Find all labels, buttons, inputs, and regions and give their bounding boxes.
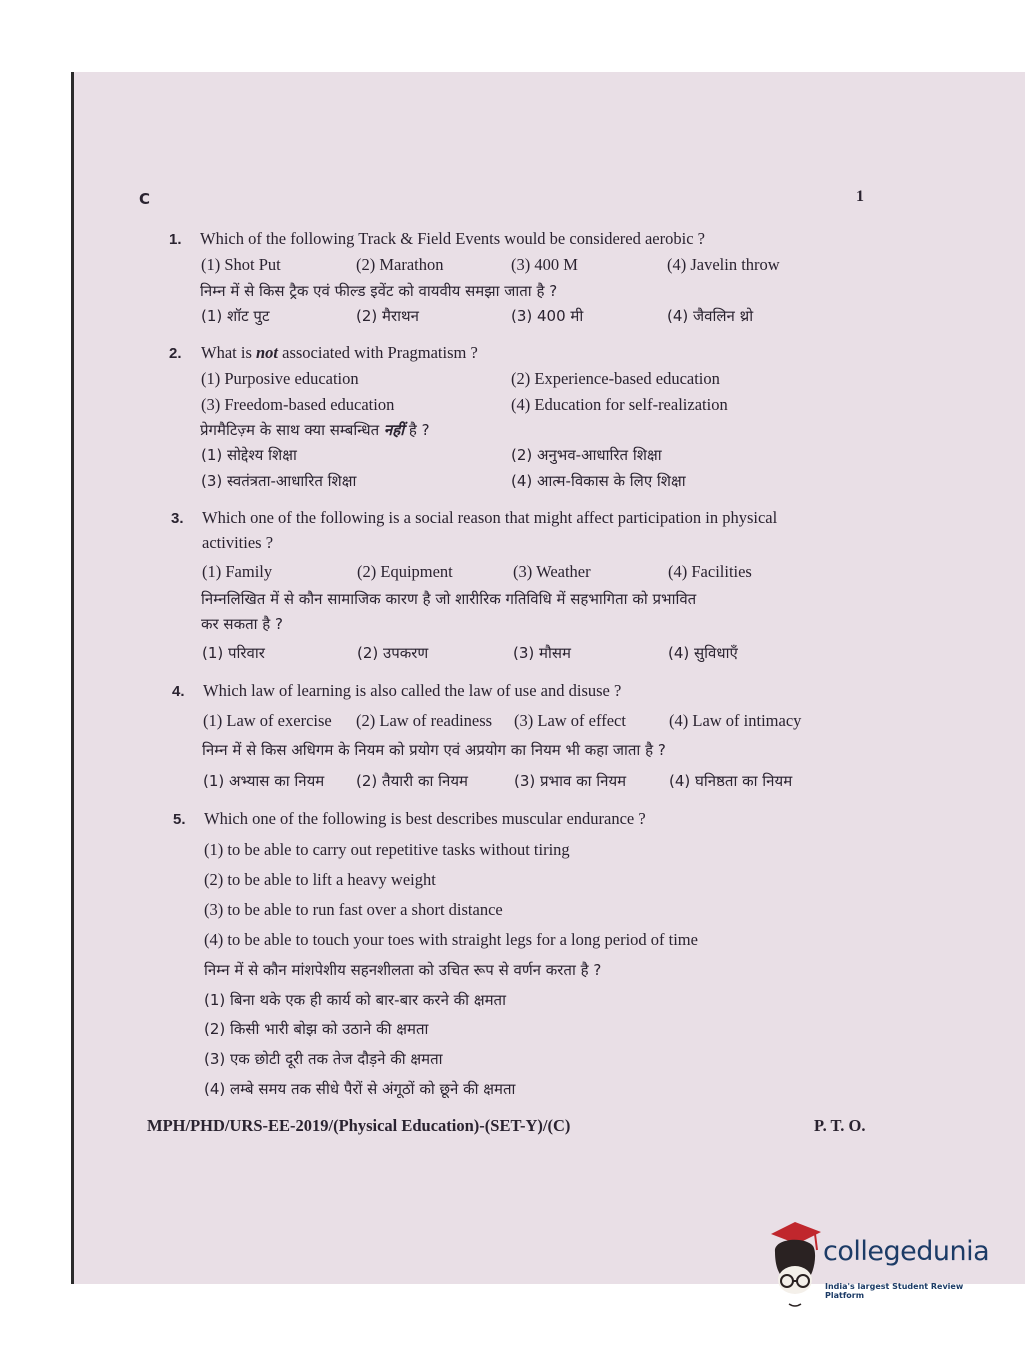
option-hi: (1) अभ्यास का नियम — [203, 772, 325, 790]
option-hi: (3) मौसम — [513, 644, 571, 662]
pto-label: P. T. O. — [814, 1116, 866, 1135]
question-text-en: Which law of learning is also called the law of use and disuse ? — [203, 681, 622, 700]
question-text-en: Which of the following Track & Field Events would be considered aerobic ? — [200, 229, 705, 248]
question-text-hi: निम्न में से किस ट्रैक एवं फील्ड इवेंट को वायवीय समझा जाता है ? — [200, 282, 558, 300]
option-hi: (1) परिवार — [202, 644, 265, 662]
option-en: (2) Marathon — [356, 255, 444, 274]
option-hi: (4) आत्म-विकास के लिए शिक्षा — [511, 472, 686, 490]
question-number: 3. — [171, 510, 184, 527]
question-text-hi: निम्नलिखित में से कौन सामाजिक कारण है जो शारीरिक गतिविधि में सहभागिता को प्रभावित — [201, 590, 697, 608]
option-hi: (1) शॉट पुट — [201, 307, 270, 325]
option-en: (4) Law of intimacy — [669, 711, 802, 730]
option-hi: (4) सुविधाएँ — [668, 644, 738, 662]
exam-page — [74, 72, 1025, 1284]
option-hi: (3) एक छोटी दूरी तक तेज दौड़ने की क्षमता — [204, 1050, 443, 1068]
option-hi: (1) सोद्देश्य शिक्षा — [201, 446, 297, 464]
page-number: 1 — [856, 188, 864, 205]
question-text-en: What is not associated with Pragmatism ? — [201, 343, 478, 362]
student-mascot-icon — [765, 1218, 827, 1313]
option-hi: (2) मैराथन — [356, 307, 419, 325]
question-text-hi: प्रेगमैटिज़्म के साथ क्या सम्बन्धित नहीं है ? — [200, 421, 430, 439]
paper-code: MPH/PHD/URS-EE-2019/(Physical Education)-(SET-Y)/(C) — [147, 1116, 571, 1135]
option-en: (4) to be able to touch your toes with straight legs for a long period of time — [204, 930, 698, 949]
option-hi: (2) उपकरण — [357, 644, 429, 662]
question-text-en: Which one of the following is best describes muscular endurance ? — [204, 809, 646, 828]
question-number: 1. — [169, 231, 182, 248]
set-code: C — [139, 190, 151, 208]
option-en: (1) Family — [202, 562, 273, 581]
option-en: (1) to be able to carry out repetitive tasks without tiring — [204, 840, 570, 859]
option-hi: (2) किसी भारी बोझ को उठाने की क्षमता — [204, 1020, 429, 1038]
option-en: (3) Law of effect — [514, 711, 626, 730]
option-hi: (3) 400 मी — [511, 307, 584, 325]
option-en: (2) Law of readiness — [356, 711, 493, 730]
option-hi: (3) स्वतंत्रता-आधारित शिक्षा — [201, 472, 357, 490]
option-en: (4) Facilities — [668, 562, 752, 581]
question-text-hi: निम्न में से किस अधिगम के नियम को प्रयोग एवं अप्रयोग का नियम भी कहा जाता है ? — [202, 741, 666, 759]
option-en: (4) Education for self-realization — [511, 395, 728, 414]
option-en: (2) to be able to lift a heavy weight — [204, 870, 436, 889]
question-number: 5. — [173, 811, 186, 828]
question-text-en-cont: activities ? — [202, 533, 274, 552]
option-en: (3) 400 M — [511, 255, 578, 274]
question-text-en: Which one of the following is a social reason that might affect participation in physical — [202, 508, 778, 527]
question-number: 4. — [172, 683, 185, 700]
brand-name: collegedunia — [823, 1236, 990, 1267]
option-en: (2) Equipment — [357, 562, 453, 581]
option-en: (3) Weather — [513, 562, 591, 581]
question-text-hi: निम्न में से कौन मांशपेशीय सहनशीलता को उचित रूप से वर्णन करता है ? — [204, 961, 602, 979]
option-hi: (2) तैयारी का नियम — [356, 772, 468, 790]
option-en: (3) to be able to run fast over a short distance — [204, 900, 503, 919]
question-text-hi-cont: कर सकता है ? — [201, 615, 283, 633]
question-number: 2. — [169, 345, 182, 362]
brand-tagline: India's largest Student Review Platform — [825, 1282, 964, 1300]
option-en: (1) Purposive education — [201, 369, 359, 388]
option-en: (3) Freedom-based education — [201, 395, 395, 414]
option-en: (4) Javelin throw — [667, 255, 780, 274]
option-hi: (4) घनिष्ठता का नियम — [669, 772, 793, 790]
option-hi: (3) प्रभाव का नियम — [514, 772, 627, 790]
collegedunia-logo — [765, 1218, 1000, 1313]
option-hi: (4) जैवलिन थ्रो — [667, 307, 754, 325]
option-hi: (4) लम्बे समय तक सीधे पैरों से अंगूठों को छूने की क्षमता — [204, 1080, 516, 1098]
option-en: (2) Experience-based education — [511, 369, 720, 388]
option-hi: (1) बिना थके एक ही कार्य को बार-बार करने की क्षमता — [204, 991, 506, 1009]
option-hi: (2) अनुभव-आधारित शिक्षा — [511, 446, 662, 464]
option-en: (1) Law of exercise — [203, 711, 332, 730]
option-en: (1) Shot Put — [201, 255, 281, 274]
